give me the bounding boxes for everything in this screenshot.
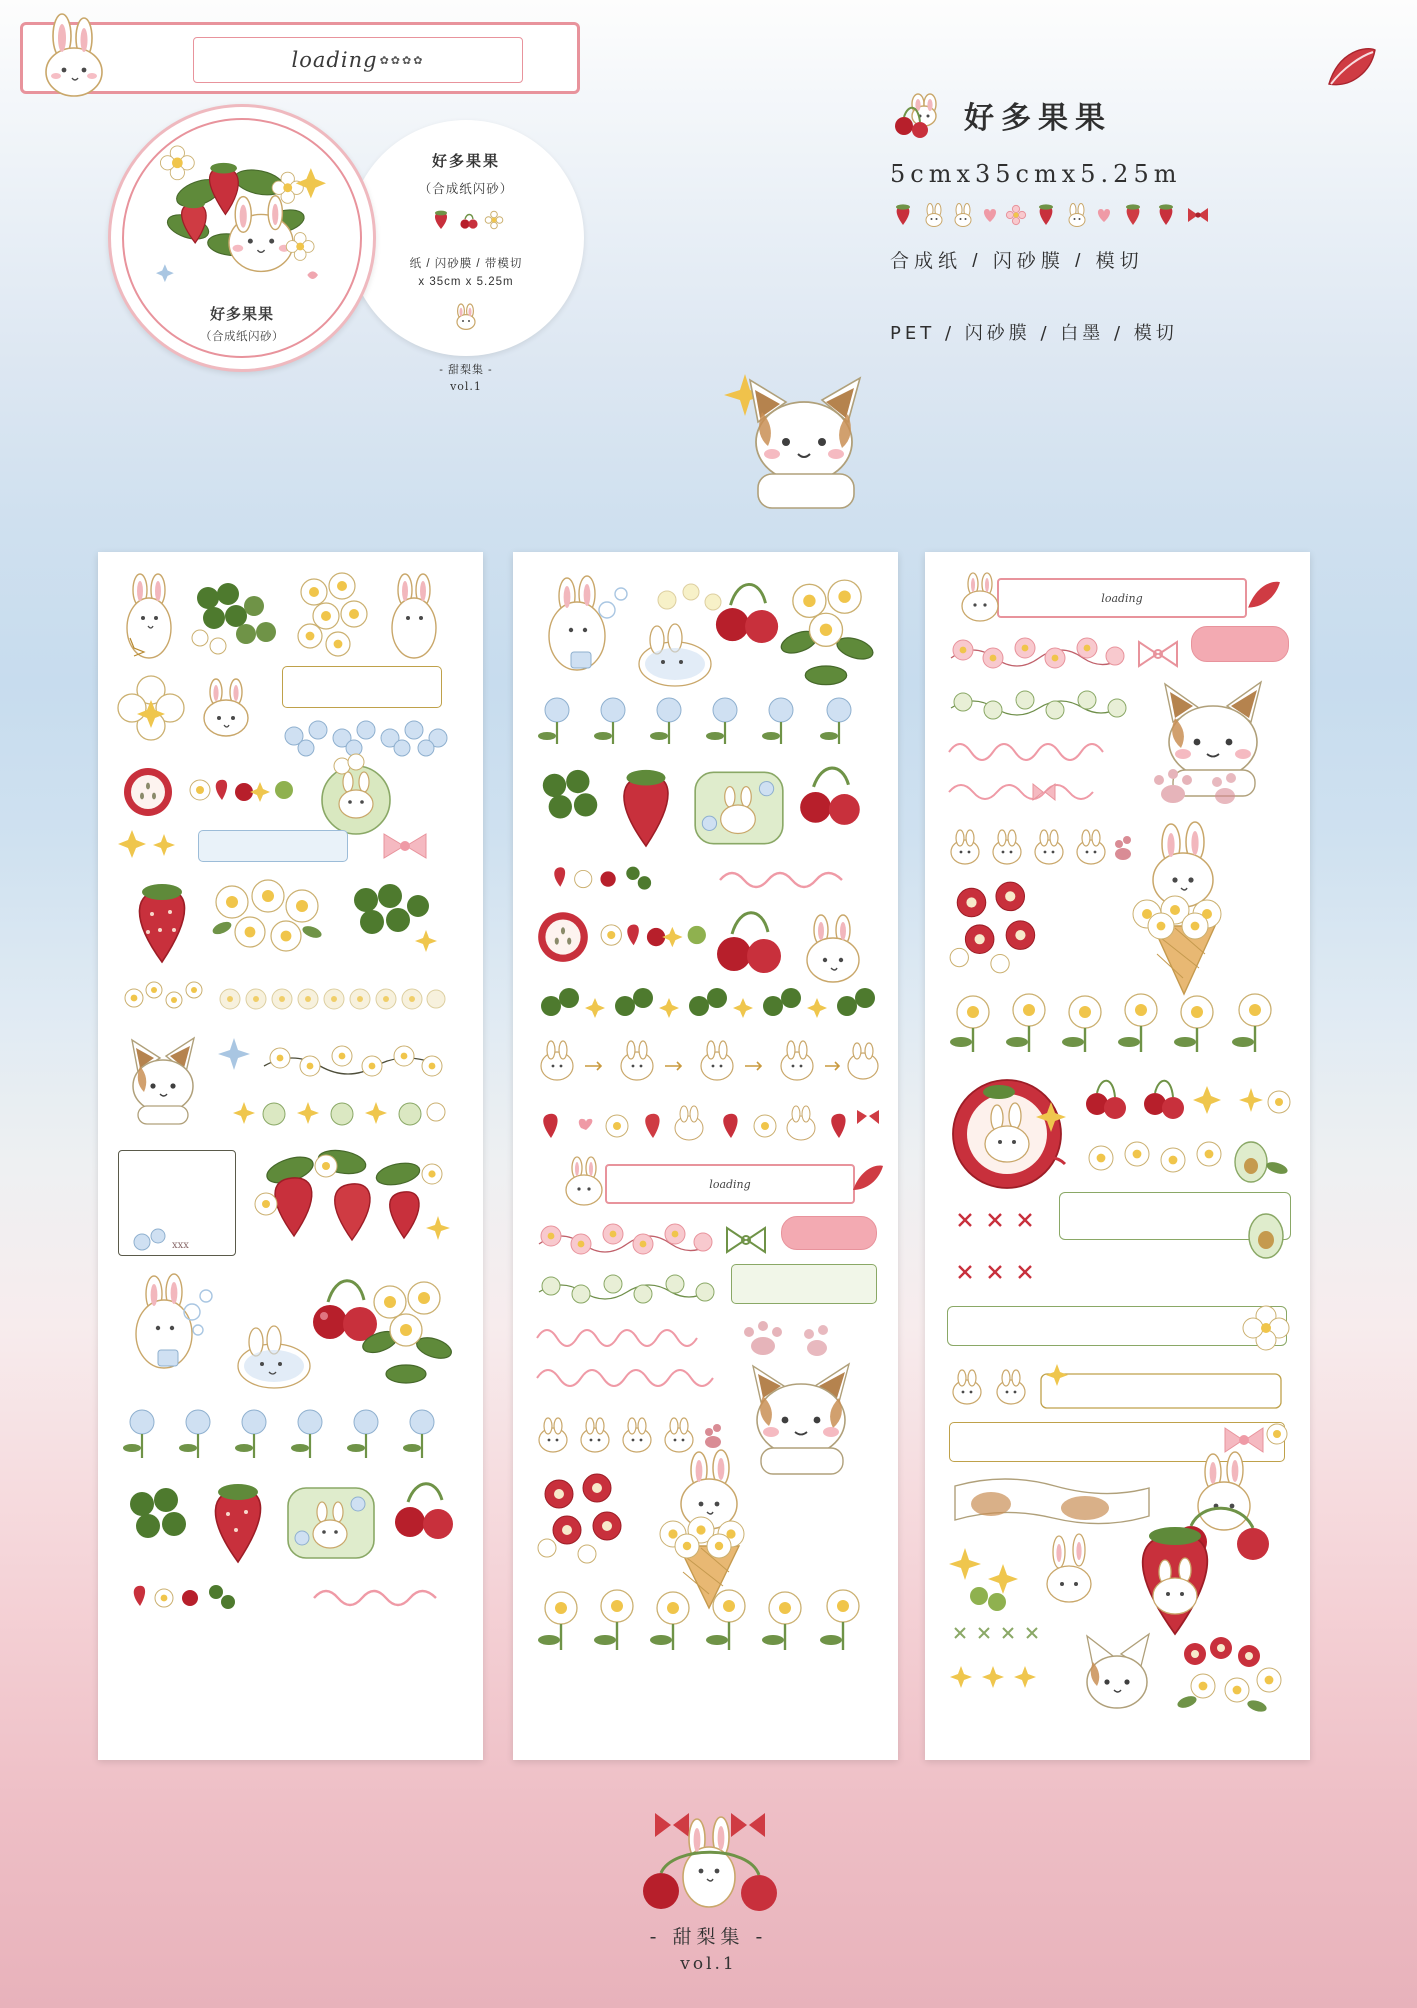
label-main-subtitle: （合成纸闪砂） xyxy=(200,329,284,343)
mini-flower-row-sticker[interactable] xyxy=(120,974,206,1022)
cherry-sticker[interactable] xyxy=(713,898,787,980)
strawberry-bunny-illustration xyxy=(125,129,365,307)
pink-squiggle-sticker[interactable] xyxy=(713,860,855,894)
blue-flower-row-sticker[interactable] xyxy=(118,1404,458,1472)
strawberry-icon xyxy=(429,209,453,231)
bunny-icon xyxy=(923,203,945,227)
bunny-icon xyxy=(1066,203,1088,227)
mini-fruit-row-sticker[interactable] xyxy=(535,858,685,902)
calico-cat-icon xyxy=(728,370,888,510)
bunny-face-sticker[interactable] xyxy=(192,678,262,740)
calico-cat-sticker[interactable] xyxy=(1069,1626,1169,1722)
strawberry-icon xyxy=(890,202,916,228)
pink-flower-garland-sticker[interactable] xyxy=(533,1214,713,1266)
sticker-sheet-1[interactable] xyxy=(98,552,483,1760)
label-main-title: 好多果果 xyxy=(209,305,274,323)
bunny-bubble-sticker[interactable] xyxy=(535,574,631,682)
leaf-icon xyxy=(1323,44,1379,92)
star-strip-sticker[interactable] xyxy=(945,1658,1065,1702)
cross-stitch-sticker[interactable] xyxy=(945,1616,1065,1660)
bunny-icon xyxy=(28,14,128,100)
bunny-icon[interactable] xyxy=(953,570,1007,624)
product-material-1: 合成纸 / 闪砂膜 / 模切 xyxy=(890,251,1144,272)
label-secondary-size: x 35cm x 5.25m xyxy=(418,276,514,288)
brand-volume: vol.1 xyxy=(680,1954,737,1974)
mini-fruit-row-sticker[interactable] xyxy=(122,1576,262,1622)
pale-flower-strip-sticker[interactable] xyxy=(216,978,446,1020)
bunny-tag-row-sticker[interactable] xyxy=(945,1356,1293,1416)
mini-loading-label: loading xyxy=(1101,591,1143,605)
cherry-icon xyxy=(459,210,479,230)
lace-ribbon-sticker[interactable] xyxy=(533,1318,713,1356)
cherry-flower-cluster-sticker[interactable] xyxy=(1173,1628,1291,1724)
loading-banner-inner xyxy=(193,37,523,83)
clover-star-strip-sticker[interactable] xyxy=(533,984,881,1030)
lace-ribbon-sticker[interactable] xyxy=(945,732,1129,770)
strawberry-bunny-sticker[interactable] xyxy=(1111,1522,1241,1642)
svg-text:xxx: xxx xyxy=(172,1240,189,1251)
label-secondary-title: 好多果果 xyxy=(431,153,500,170)
sticker-sheet-2[interactable] xyxy=(513,552,898,1760)
label-secondary-volume: vol.1 xyxy=(450,380,482,393)
green-apple-card-sticker[interactable] xyxy=(280,1478,382,1566)
label-secondary-material: 纸 / 闪砂膜 / 带模切 xyxy=(409,258,523,270)
clover-cluster-sticker[interactable] xyxy=(533,764,609,836)
label-secondary-brand: - 甜梨集 - xyxy=(439,364,493,376)
mini-flower-row-sticker[interactable] xyxy=(647,578,737,622)
strawberry-icon xyxy=(1120,202,1146,228)
bow-icon[interactable] xyxy=(1129,632,1185,676)
brand-footer xyxy=(0,1805,1417,1974)
mini-loading-banner[interactable] xyxy=(997,578,1247,618)
white-flower-row-sticker[interactable] xyxy=(533,1586,881,1666)
product-spec-block xyxy=(890,92,1360,345)
star-row-sticker[interactable] xyxy=(118,824,188,864)
flower-cluster-sticker[interactable] xyxy=(290,570,376,666)
note-tag-sticker[interactable] xyxy=(731,1264,877,1304)
white-flower-row-sticker[interactable] xyxy=(945,990,1293,1068)
loading-label: loading xyxy=(291,48,378,72)
pink-label-sticker[interactable] xyxy=(781,1216,877,1250)
calico-cat-sticker[interactable] xyxy=(120,1030,206,1126)
lace-ribbon-sticker[interactable] xyxy=(533,1358,719,1398)
bunny-icon[interactable] xyxy=(1035,1532,1105,1606)
flower-icon xyxy=(1006,205,1026,225)
avocado-icon[interactable] xyxy=(1239,1206,1293,1264)
flower-avocado-row-sticker[interactable] xyxy=(1081,1132,1291,1192)
cherry-bunny-logo xyxy=(890,92,952,138)
strawberry-cluster-sticker[interactable] xyxy=(246,1144,456,1270)
cross-stitch-sticker[interactable] xyxy=(945,1202,1065,1246)
strawberry-heart-strip-sticker[interactable] xyxy=(533,1100,881,1152)
star-apple-strip-sticker[interactable] xyxy=(230,1094,448,1134)
leaf-icon[interactable] xyxy=(1243,578,1283,614)
bunny-sticker[interactable] xyxy=(120,572,178,664)
strawberry-sticker[interactable] xyxy=(194,1474,280,1570)
pink-label-sticker[interactable] xyxy=(1191,626,1289,662)
frame-deco-icon xyxy=(126,1216,222,1262)
bunny-icon xyxy=(952,203,974,227)
bunny-sequence-sticker[interactable] xyxy=(533,1034,881,1094)
label-circle-secondary xyxy=(348,120,584,393)
strawberry-sticker[interactable] xyxy=(118,874,204,970)
bunny-lying-sticker[interactable] xyxy=(627,624,723,690)
leaf-icon[interactable] xyxy=(849,1162,885,1196)
cherry-sticker[interactable] xyxy=(394,1472,456,1544)
red-flower-cluster-sticker[interactable] xyxy=(533,1468,637,1570)
sticker-sheet-3[interactable] xyxy=(925,552,1310,1760)
apple-slice-sticker[interactable] xyxy=(120,762,176,820)
apple-bunny-sticker[interactable] xyxy=(945,1068,1075,1196)
strawberry-icon xyxy=(1153,202,1179,228)
product-title: 好多果果 xyxy=(964,101,1112,136)
strawberry-sticker[interactable] xyxy=(603,760,687,854)
flower-bow-garland-sticker[interactable] xyxy=(258,1036,448,1088)
flower-branch-sticker[interactable] xyxy=(360,1278,454,1394)
flower-sticker[interactable] xyxy=(118,676,184,740)
brand-name: - 甜梨集 - xyxy=(649,1926,768,1948)
cross-stitch-sticker[interactable] xyxy=(945,1254,1065,1298)
red-flower-cluster-sticker[interactable] xyxy=(945,876,1051,980)
bow-ribbon-sticker[interactable] xyxy=(360,824,450,868)
mini-bunny-row-sticker[interactable] xyxy=(945,816,1135,872)
green-flower-garland-sticker[interactable] xyxy=(945,682,1135,730)
label-secondary-subtitle: （合成纸闪砂） xyxy=(418,182,514,196)
cherry-star-row-sticker[interactable] xyxy=(1081,1064,1291,1130)
heart-icon xyxy=(1095,206,1113,224)
product-material-2: PET / 闪砂膜 / 白墨 / 模切 xyxy=(890,323,1178,344)
pink-squiggle-sticker[interactable] xyxy=(308,1578,448,1612)
flower-icon[interactable] xyxy=(1239,1304,1293,1352)
bunny-lying-sticker[interactable] xyxy=(226,1326,322,1392)
cherry-bunny-bow-illustration xyxy=(609,1805,809,1915)
clover-cluster-sticker[interactable] xyxy=(120,1482,198,1556)
bow-icon xyxy=(1186,205,1210,225)
note-tag-sticker[interactable] xyxy=(947,1306,1287,1346)
note-tag-sticker[interactable] xyxy=(198,830,348,862)
bunny-icecream-sticker[interactable] xyxy=(1115,818,1255,1002)
bow-ribbon-row-sticker[interactable] xyxy=(945,768,1135,814)
cherry-sticker[interactable] xyxy=(799,756,863,830)
bow-icon[interactable] xyxy=(717,1218,773,1262)
bunny-face-sticker[interactable] xyxy=(791,912,877,990)
pink-flower-garland-sticker[interactable] xyxy=(945,628,1125,680)
strawberry-icon xyxy=(1033,202,1059,228)
bunny-sticker[interactable] xyxy=(384,572,444,664)
sparkle-icon[interactable] xyxy=(216,1034,252,1078)
green-flower-garland-sticker[interactable] xyxy=(533,1266,723,1314)
paw-print-sticker[interactable] xyxy=(1135,764,1245,812)
flower-branch-sticker[interactable] xyxy=(777,576,877,696)
paw-print-icon: ✿✿✿✿ xyxy=(379,54,425,67)
star-cluster-sticker[interactable] xyxy=(945,1538,1031,1618)
mixed-fruit-row-sticker[interactable] xyxy=(597,910,709,958)
clover-cluster-sticker[interactable] xyxy=(184,576,280,662)
bunny-icon[interactable] xyxy=(557,1154,611,1208)
apple-slice-sticker[interactable] xyxy=(533,906,593,966)
clover-cluster-sticker[interactable] xyxy=(342,878,438,952)
product-size: 5cmx35cmx5.25m xyxy=(890,160,1182,188)
note-tag-sticker[interactable] xyxy=(282,666,442,708)
label-secondary-deco xyxy=(348,209,584,231)
mini-loading-banner[interactable] xyxy=(605,1164,855,1204)
mini-loading-label: loading xyxy=(709,1177,751,1191)
mixed-fruit-row-sticker[interactable] xyxy=(186,766,296,812)
bunny-icon xyxy=(451,304,481,330)
flower-cluster-sticker[interactable] xyxy=(210,876,328,964)
green-apple-card-sticker[interactable] xyxy=(687,762,791,852)
label-circle-main xyxy=(108,104,376,372)
spec-deco-row xyxy=(890,200,1360,230)
heart-icon xyxy=(981,206,999,224)
blue-flower-row-sticker[interactable] xyxy=(533,694,877,758)
flower-icon xyxy=(485,211,503,229)
bunny-bubble-sticker[interactable] xyxy=(120,1272,220,1384)
